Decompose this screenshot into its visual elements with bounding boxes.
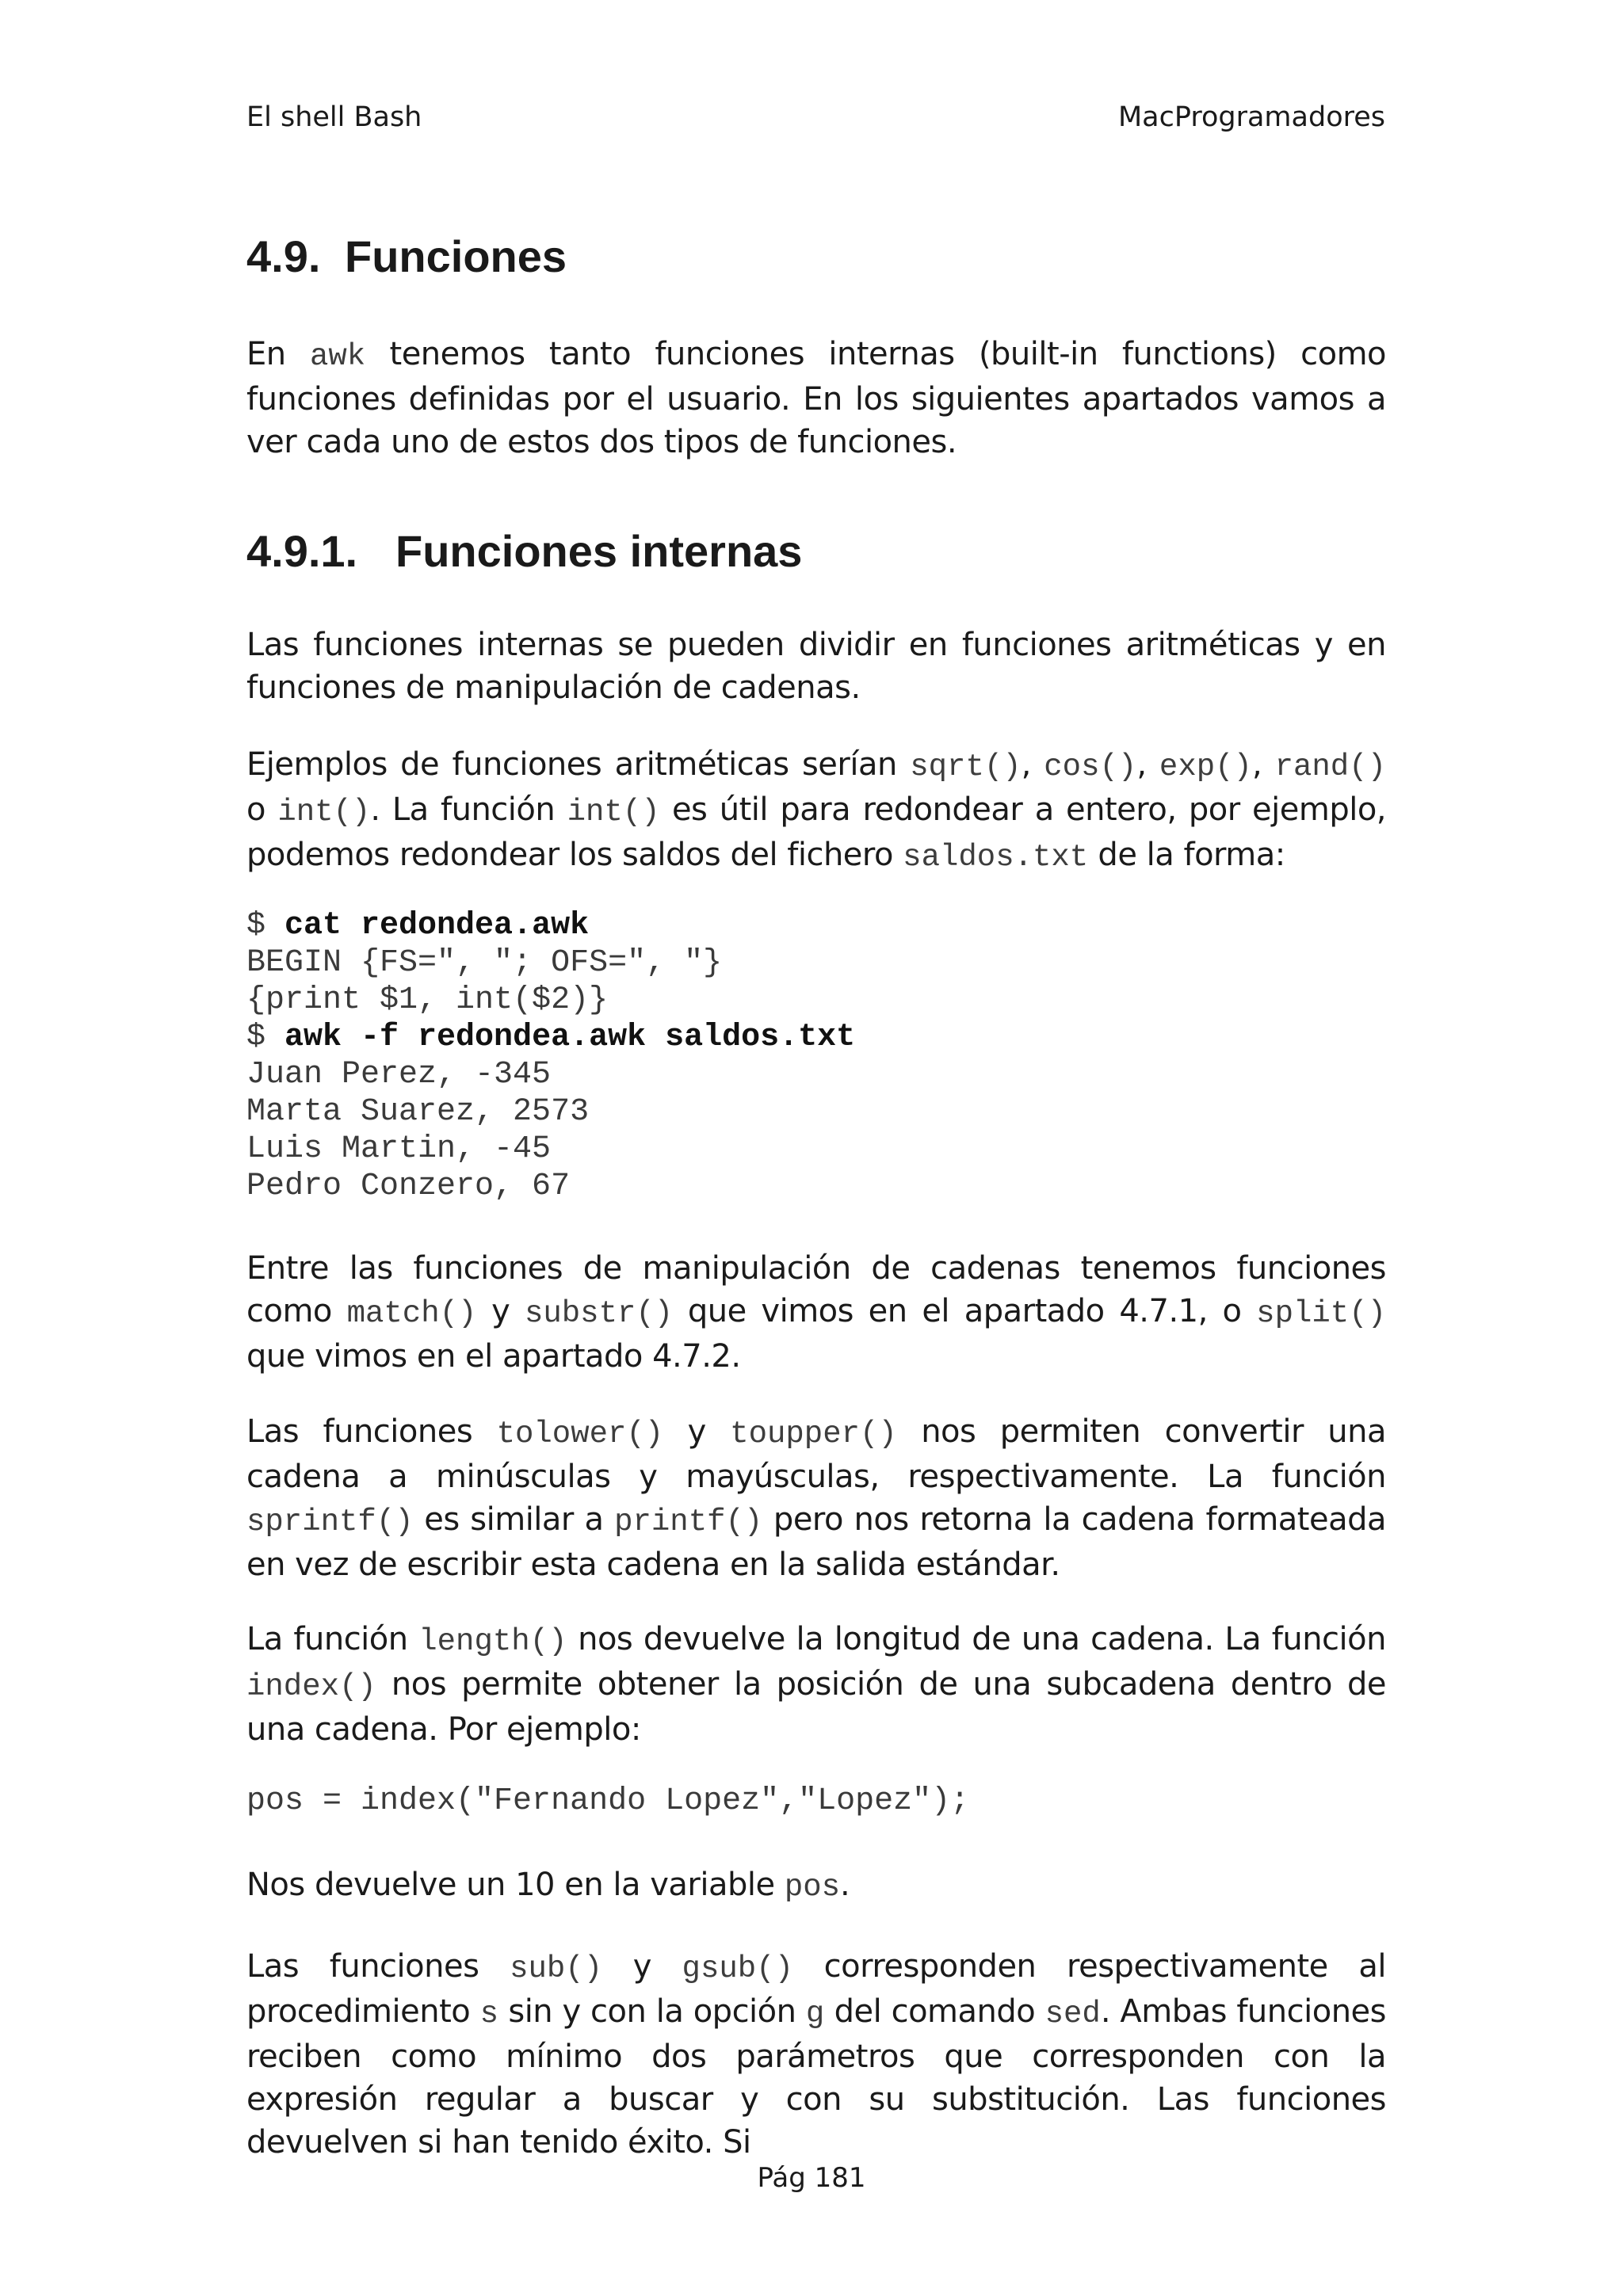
subsection-number: 4.9.1. [246,526,358,576]
inline-code: cos() [1044,749,1137,784]
header-left: El shell Bash [246,101,422,133]
paragraph-string-functions: Entre las funciones de manipulación de cadenas tenemos funciones como match() y substr() que vimos en el apartado 4.7.1, o split() que vimos en el apartado 4.7.2. [246,1250,1386,1375]
inline-code: s [479,1997,498,2031]
inline-code: substr() [524,1296,674,1331]
inline-code: length() [418,1624,567,1659]
inline-code: sed [1044,1997,1101,2031]
code-example-index: pos = index("Fernando Lopez","Lopez"); [246,1783,970,1819]
inline-code: tolower() [496,1417,664,1451]
paragraph-sub-gsub: Las funciones sub() y gsub() corresponden respectivamente al procedimiento s sin y con la opción g del comando sed. Ambas funciones reciben como mínimo dos parámetros que corresponden con la expresión regular a buscar y con su substitución. Las funciones devuelven si han tenido éxito. Si [246,1948,1387,2161]
inline-code: split() [1256,1296,1386,1331]
header-right: MacProgramadores [1117,101,1385,133]
inline-code: match() [346,1296,477,1331]
paragraph-internal-functions: Las funciones internas se pueden dividir en funciones aritméticas y en funciones de manipulación de cadenas. [246,627,1386,706]
section-number: 4.9. [246,231,321,281]
code-line: {print $1, int($2)} [246,982,609,1018]
page-number: Pág 181 [757,2162,866,2194]
inline-code: sprintf() [246,1505,414,1539]
paragraph-arithmetic-examples: Ejemplos de funciones aritméticas serían sqrt(), cos(), exp(), rand() o int(). La función int() es útil para redondear a entero, por ejemplo, podemos redondear los saldos del fichero saldos.txt de la forma: [246,746,1387,875]
inline-code: g [805,1997,825,2031]
inline-code: awk [309,339,366,374]
inline-code: pos [784,1870,841,1905]
code-block-redondea [246,907,855,1205]
code-line: $ cat redondea.awk [246,908,590,944]
code-line: Juan Perez, -345 [246,1057,552,1093]
inline-code: saldos.txt [903,840,1089,875]
code-line: Marta Suarez, 2573 [246,1094,590,1130]
paragraph-index-result: Nos devuelve un 10 en la variable pos. [246,1867,850,1905]
paragraph-length-index: La función length() nos devuelve la longitud de una cadena. La función index() nos permite obtener la posición de una subcadena dentro de una cadena. Por ejemplo: [246,1621,1386,1748]
code-line: BEGIN {FS=", "; OFS=", "} [246,945,723,981]
paragraph-case-functions: Las funciones tolower() y toupper() nos permiten convertir una cadena a minúsculas y mayúsculas, respectivamente. La función sprintf() es similar a printf() pero nos retorna la cadena formateada en vez de escribir esta cadena en la salida estándar. [246,1413,1387,1583]
inline-code: int() [277,795,371,830]
inline-code: sub() [510,1951,603,1986]
inline-code: gsub() [682,1951,793,1986]
subsection-title: Funciones internas [395,526,803,576]
inline-code: printf() [614,1505,763,1539]
inline-code: exp() [1159,749,1252,784]
inline-code: index() [246,1669,376,1704]
section-title: Funciones [345,231,567,281]
inline-code: int() [567,795,660,830]
intro-paragraph: En awk tenemos tanto funciones internas (built-in functions) como funciones definidas por el usuario. En los siguientes apartados vamos a ver cada uno de estos dos tipos de funciones. [246,336,1387,460]
inline-code: sqrt() [910,749,1022,784]
code-line: Pedro Conzero, 67 [246,1169,571,1204]
code-line: Luis Martin, -45 [246,1131,552,1167]
inline-code: rand() [1274,749,1386,784]
inline-code: toupper() [730,1417,897,1451]
code-line: $ awk -f redondea.awk saldos.txt [246,1020,856,1055]
subsection-heading [246,526,802,577]
section-heading [246,231,567,282]
